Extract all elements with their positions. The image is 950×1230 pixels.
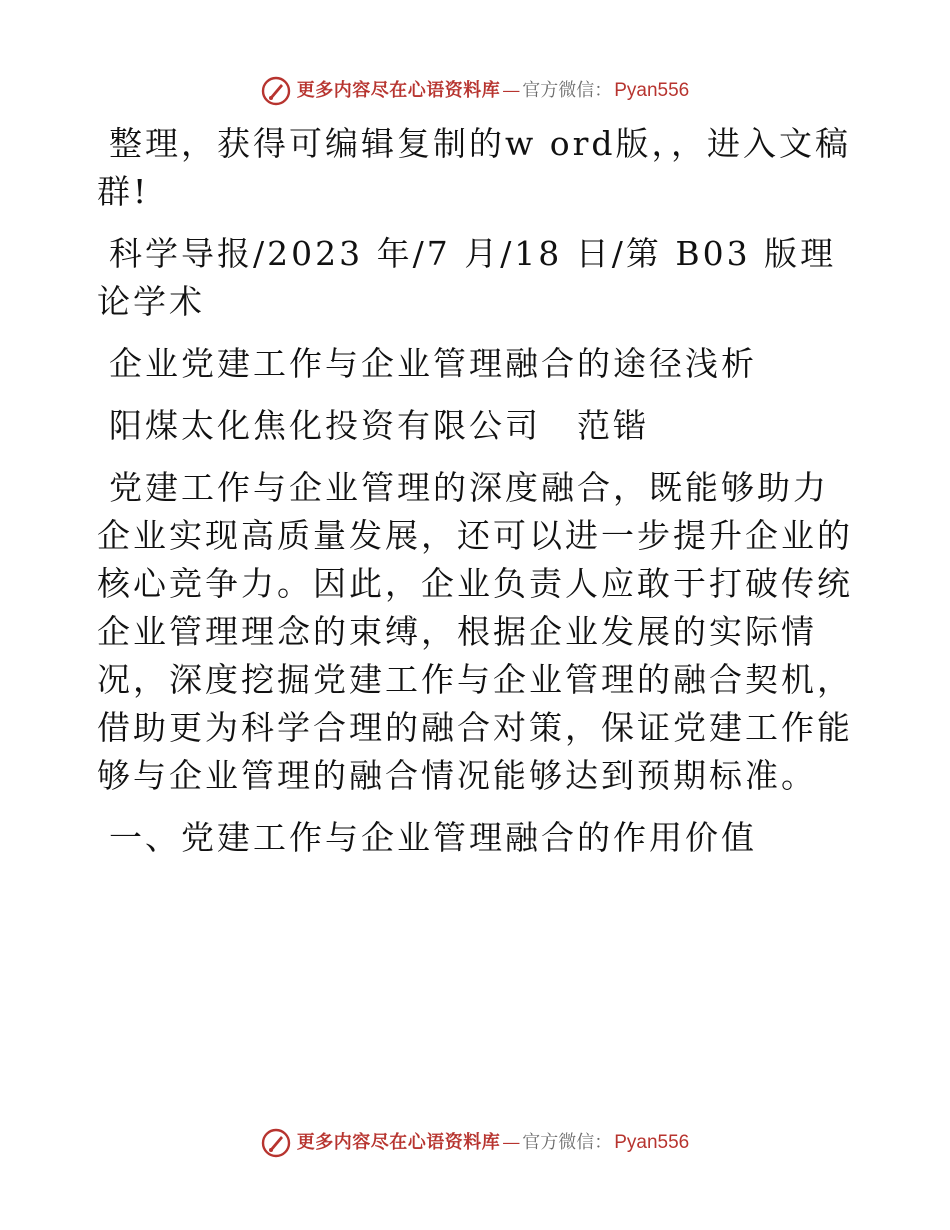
- watermark-wechat-id: Pyan556: [614, 80, 690, 101]
- section-heading: 一、党建工作与企业管理融合的作用价值: [109, 818, 757, 857]
- watermark-wechat-id: Pyan556: [614, 1132, 690, 1153]
- watermark-wechat-label: 官方微信：: [522, 1132, 613, 1153]
- watermark-wechat-label: 官方微信：: [522, 80, 613, 101]
- watermark-brand: 更多内容尽在心语资料库: [296, 80, 501, 101]
- intro-line: 整理，获得可编辑复制的w ord版，，进入文稿群!: [97, 124, 852, 211]
- document-body: [97, 120, 857, 876]
- watermark-brand: 更多内容尽在心语资料库: [296, 1132, 501, 1153]
- watermark-header: [0, 76, 950, 106]
- author-line: 阳煤太化焦化投资有限公司 范锴: [109, 406, 649, 445]
- quill-logo-icon: [261, 76, 291, 106]
- source-line: 科学导报/2023 年/7 月/18 日/第 B03 版理论学术: [97, 234, 837, 321]
- quill-logo-icon: [261, 1128, 291, 1158]
- body-paragraph: 党建工作与企业管理的深度融合，既能够助力企业实现高质量发展，还可以进一步提升企业的核心竞争力。因此，企业负责人应敢于打破传统企业管理理念的束缚，根据企业发展的实际情况，深度挖掘党建工作与企业管理的融合契机，借助更为科学合理的融合对策，保证党建工作能够与企业管理的融合情况能够达到预期标准。: [97, 468, 853, 795]
- article-title: 企业党建工作与企业管理融合的途径浅析: [109, 344, 757, 383]
- watermark-footer: [0, 1128, 950, 1158]
- watermark-dash: —: [502, 1132, 521, 1153]
- watermark-dash: —: [502, 80, 521, 101]
